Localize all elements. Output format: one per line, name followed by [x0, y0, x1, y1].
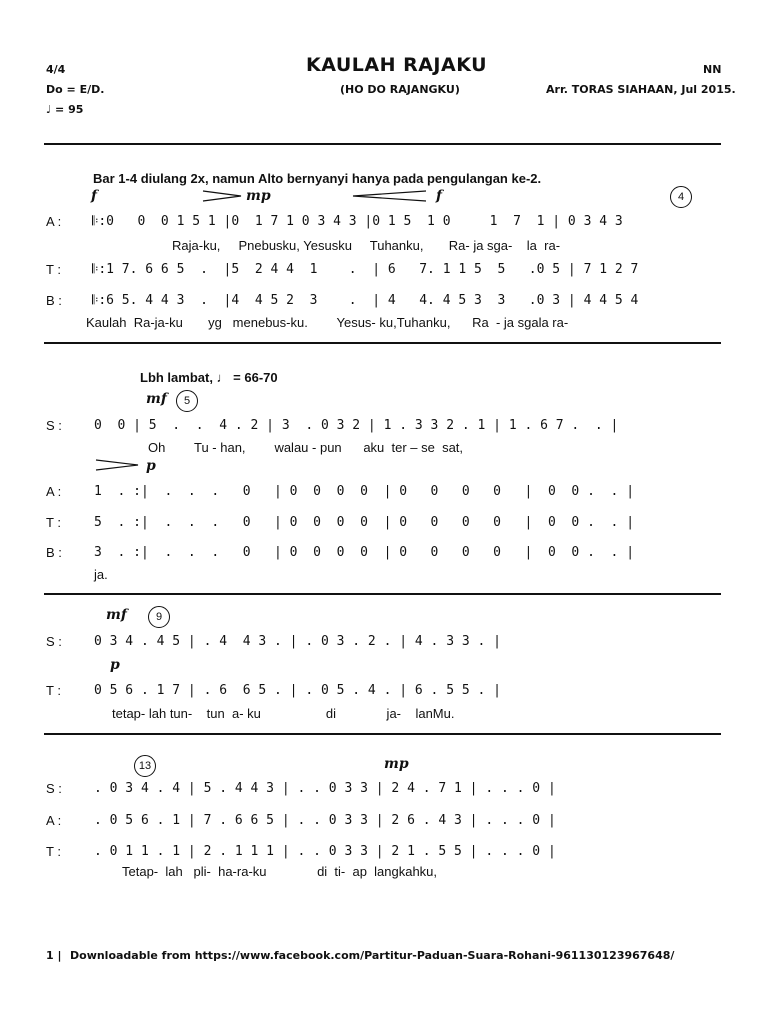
voice-label-tenor: T : — [46, 515, 61, 530]
voice-label-bass: B : — [46, 545, 62, 560]
voice-label-soprano: S : — [46, 634, 62, 649]
dynamic-marking: mf — [146, 391, 167, 407]
voice-label-tenor: T : — [46, 844, 61, 859]
notation-row-tenor: 𝄆:1 7. 6 6 5 . |5 2 4 4 1 . | 6 7. 1 1 5 5 .0 5 | 7 1 2 7 — [92, 262, 639, 277]
lyrics-line: Tetap- lah pli- ha-ra-ku di ti- ap langkahku, — [122, 864, 438, 879]
voice-label-alto: A : — [46, 214, 62, 229]
arranger: Arr. TORAS SIAHAAN, Jul 2015. — [546, 83, 736, 96]
divider — [44, 593, 721, 595]
voice-label-soprano: S : — [46, 781, 62, 796]
measure-number: 13 — [134, 755, 156, 777]
divider — [44, 733, 721, 735]
repeat-instruction: Bar 1-4 diulang 2x, namun Alto bernyanyi hanya pada pengulangan ke-2. — [93, 171, 542, 186]
song-subtitle: (HO DO RAJANGKU) — [340, 83, 460, 96]
measure-number: 5 — [176, 390, 198, 412]
voice-label-tenor: T : — [46, 262, 61, 277]
notation-row-alto: . 0 5 6 . 1 | 7 . 6 6 5 | . . 0 3 3 | 2 6 . 4 3 | . . . 0 | — [94, 813, 556, 828]
notation-row-soprano: . 0 3 4 . 4 | 5 . 4 4 3 | . . 0 3 3 | 2 4 . 7 1 | . . . 0 | — [94, 781, 556, 796]
dynamic-marking: p — [146, 458, 156, 474]
dynamic-marking: f — [436, 188, 443, 204]
notation-row-tenor: . 0 1 1 . 1 | 2 . 1 1 1 | . . 0 3 3 | 2 1 . 5 5 | . . . 0 | — [94, 844, 556, 859]
voice-label-alto: A : — [46, 813, 62, 828]
key-signature: Do = E/D. — [46, 83, 105, 96]
dynamic-marking: mf — [106, 607, 127, 623]
notation-row-bass: 3 . :| . . . 0 | 0 0 0 0 | 0 0 0 0 | 0 0 . . | — [94, 545, 635, 560]
time-signature: 4/4 — [46, 63, 66, 76]
measure-number: 9 — [148, 606, 170, 628]
voice-label-bass: B : — [46, 293, 62, 308]
decrescendo-hairpin — [203, 188, 243, 204]
divider — [44, 342, 721, 344]
lyrics-line: Raja-ku, Pnebusku, Yesusku Tuhanku, Ra- ja sga- la ra- — [172, 238, 561, 253]
notation-row-tenor: 0 5 6 . 1 7 | . 6 6 5 . | . 0 5 . 4 . | 6 . 5 5 . | — [94, 683, 501, 698]
tempo-change: Lbh lambat, ♩ = 66-70 — [140, 370, 278, 385]
dynamic-marking: mp — [246, 188, 271, 204]
notation-row-soprano: 0 3 4 . 4 5 | . 4 4 3 . | . 0 3 . 2 . | 4 . 3 3 . | — [94, 634, 501, 649]
song-title: KAULAH RAJAKU — [306, 54, 488, 76]
notation-row-bass: 𝄆:6 5. 4 4 3 . |4 4 5 2 3 . | 4 4. 4 5 3 3 .0 3 | 4 4 5 4 — [92, 293, 639, 308]
notation-row-alto: 𝄆:0 0 0 1 5 1 |0 1 7 1 0 3 4 3 |0 1 5 1 0 1 7 1 | 0 3 4 3 — [92, 214, 623, 229]
composer: NN — [703, 63, 722, 76]
download-link[interactable]: Downloadable from https://www.facebook.com/Partitur-Paduan-Suara-Rohani-961130123967648/ — [70, 949, 675, 962]
divider — [44, 143, 721, 145]
lyrics-line: tetap- lah tun- tun a- ku di ja- lanMu. — [112, 706, 455, 721]
notation-row-tenor: 5 . :| . . . 0 | 0 0 0 0 | 0 0 0 0 | 0 0 . . | — [94, 515, 635, 530]
dynamic-marking: f — [91, 188, 98, 204]
dynamic-marking: p — [110, 657, 120, 673]
crescendo-hairpin — [353, 188, 428, 204]
voice-label-tenor: T : — [46, 683, 61, 698]
decrescendo-hairpin — [96, 458, 140, 472]
voice-label-alto: A : — [46, 484, 62, 499]
tempo-marking: ♩ = 95 — [46, 103, 84, 116]
dynamic-marking: mp — [384, 756, 409, 772]
notation-row-alto: 1 . :| . . . 0 | 0 0 0 0 | 0 0 0 0 | 0 0 . . | — [94, 484, 635, 499]
page-number: 1 | — [46, 949, 62, 962]
notation-row-soprano: 0 0 | 5 . . 4 . 2 | 3 . 0 3 2 | 1 . 3 3 2 . 1 | 1 . 6 7 . . | — [94, 418, 619, 433]
lyrics-line: Oh Tu - han, walau - pun aku ter – se sat, — [148, 440, 464, 455]
measure-number: 4 — [670, 186, 692, 208]
lyrics-line: Kaulah Ra-ja-ku yg menebus-ku. Yesus- ku,Tuhanku, Ra - ja sgala ra- — [86, 315, 569, 330]
lyrics-line: ja. — [94, 567, 108, 582]
voice-label-soprano: S : — [46, 418, 62, 433]
